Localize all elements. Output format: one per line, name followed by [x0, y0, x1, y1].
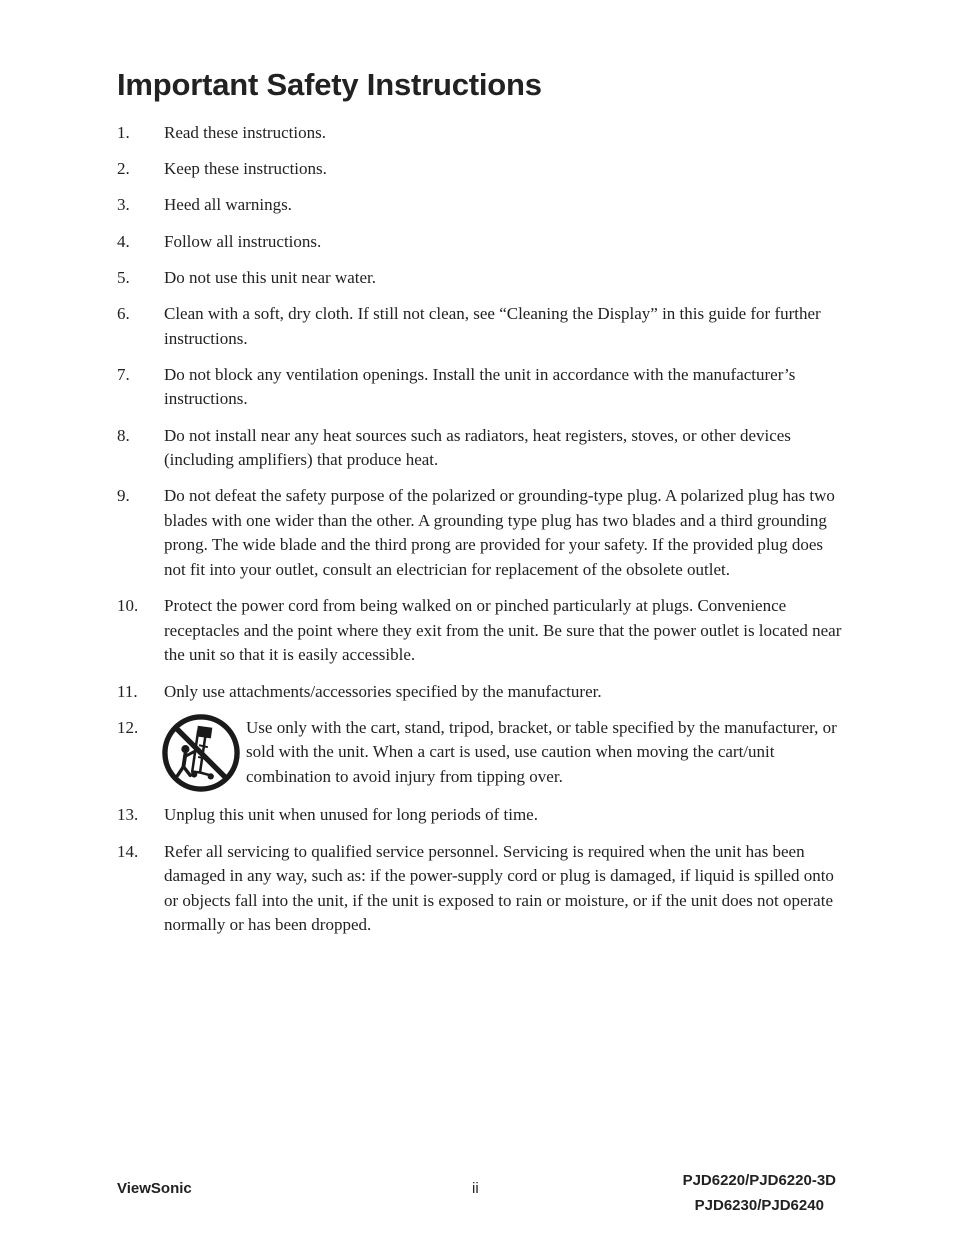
item-number: 10.	[117, 596, 139, 616]
list-item	[117, 302, 842, 351]
page-title: Important Safety Instructions	[117, 67, 542, 102]
list-item	[117, 484, 842, 582]
list-item	[117, 716, 842, 792]
item-text: Keep these instructions.	[164, 159, 327, 179]
safety-instructions-list	[117, 121, 842, 950]
item-text: Refer all servicing to qualified service personnel. Servicing is required when the unit has been damaged in any way, such as: if the power-supply cord or plug is damaged, if liquid is spilled onto or objects fall into the unit, if the unit is exposed to rain or moisture, or if the unit does not operate normally or has been dropped.	[164, 841, 834, 935]
item-number: 7.	[117, 364, 130, 384]
item-text: Use only with the cart, stand, tripod, bracket, or table specified by the manufacturer, or sold with the unit. When a cart is used, use caution when moving the cart/unit combination to avoid injury from tipping over.	[246, 717, 837, 786]
item-number: 13.	[117, 805, 139, 825]
item-number: 1.	[117, 123, 130, 142]
item-text: Protect the power cord from being walked on or pinched particularly at plugs. Convenience receptacles and the point where they exit from the unit. Be sure that the power outlet is located near the unit so that it is easily accessible.	[164, 596, 842, 665]
model-line-1: PJD6220/PJD6220-3D	[682, 1172, 836, 1189]
item-number: 11.	[117, 681, 138, 701]
item-number: 9.	[117, 486, 130, 506]
item-number: 5.	[117, 267, 130, 287]
cart-tip-over-warning-icon	[162, 714, 240, 792]
list-item	[117, 193, 842, 218]
item-text: Follow all instructions.	[164, 231, 322, 251]
item-text: Only use attachments/accessories specified by the manufacturer.	[164, 681, 602, 701]
item-number: 3.	[117, 195, 130, 215]
list-item	[117, 121, 842, 146]
list-item	[117, 230, 842, 255]
item-number: 12.	[117, 717, 139, 737]
item-text: Read these instructions.	[164, 123, 326, 142]
item-text: Do not defeat the safety purpose of the polarized or grounding-type plug. A polarized plug has two blades with one wider than the other. A grounding type plug has two blades and a third grounding prong. The wide blade and the third prong are provided for your safety. If the provided plug does not fit into your outlet, consult an electrician for replacement of the obsolete outlet.	[164, 486, 835, 580]
item-number: 2.	[117, 159, 130, 179]
list-item	[117, 680, 842, 705]
item-text: Do not use this unit near water.	[164, 267, 376, 287]
list-item	[117, 157, 842, 182]
list-item	[117, 594, 842, 668]
item-number: 4.	[117, 231, 130, 251]
page-number: ii	[472, 1180, 479, 1197]
item-text: Clean with a soft, dry cloth. If still not clean, see “Cleaning the Display” in this guide for further instructions.	[164, 303, 821, 348]
item-number: 14.	[117, 841, 139, 861]
list-item	[117, 424, 842, 473]
item-number: 8.	[117, 425, 130, 445]
item-text: Heed all warnings.	[164, 195, 292, 215]
list-item	[117, 840, 842, 938]
list-item	[117, 803, 842, 828]
model-line-2: PJD6230/PJD6240	[694, 1197, 824, 1214]
item-text: Do not install near any heat sources such as radiators, heat registers, stoves, or other devices (including amplifiers) that produce heat.	[164, 425, 791, 470]
footer-brand: ViewSonic	[117, 1180, 192, 1197]
item-text: Unplug this unit when unused for long periods of time.	[164, 805, 538, 825]
footer-model-numbers	[683, 1168, 836, 1218]
item-text: Do not block any ventilation openings. Install the unit in accordance with the manufacturer’s instructions.	[164, 364, 796, 409]
list-item	[117, 363, 842, 412]
list-item	[117, 266, 842, 291]
item-number: 6.	[117, 303, 130, 323]
